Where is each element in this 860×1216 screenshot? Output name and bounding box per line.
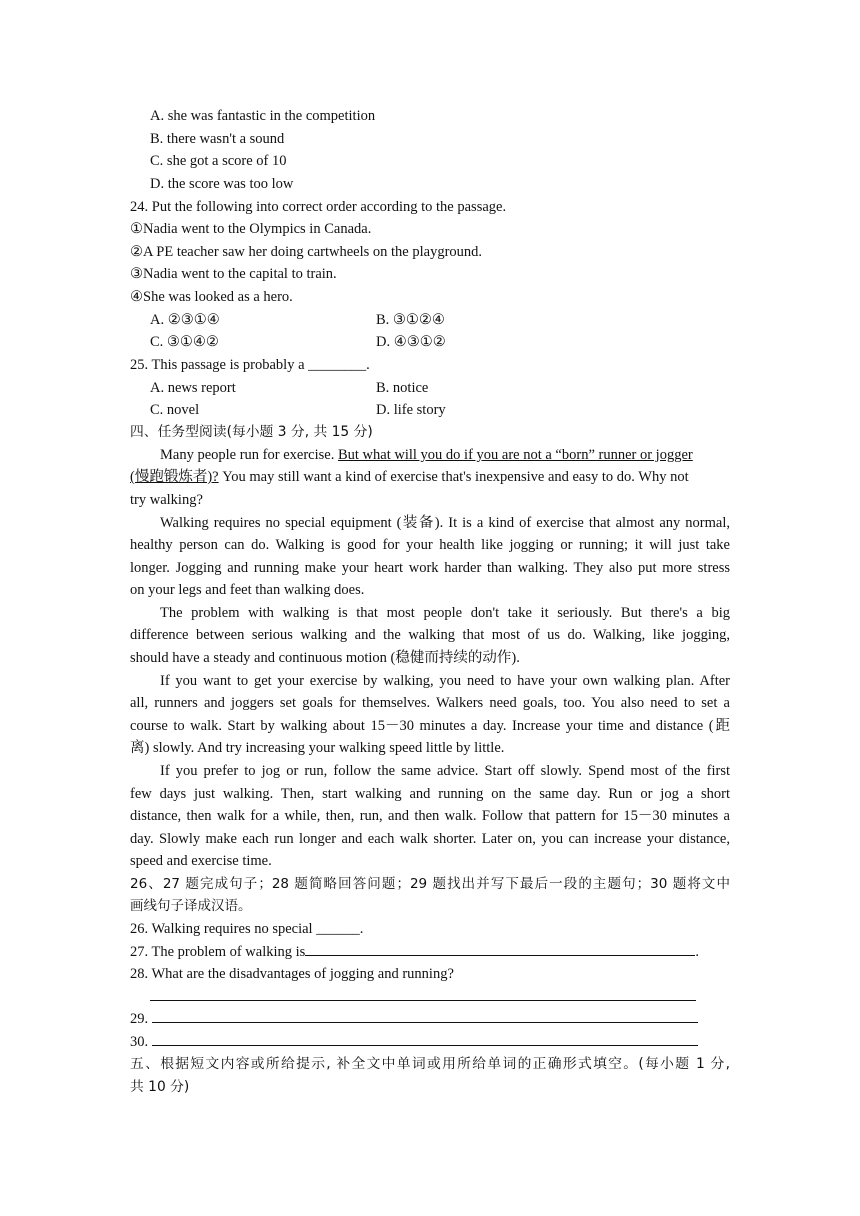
q24-option-d: D. ④③①② — [376, 334, 446, 350]
q29-answer-blank[interactable] — [152, 1008, 698, 1023]
underlined-sentence: But what will you do if you are not a “born” runner or jogger — [337, 447, 693, 463]
q24-item-3: ③Nadia went to the capital to train. — [130, 266, 337, 282]
section5-title-line2: 共 10 分) — [130, 1079, 190, 1095]
q23-option-c: C. she got a score of 10 — [150, 153, 287, 169]
passage-p1-line3: try walking? — [130, 492, 203, 508]
passage-p5-line3: distance, then walk for a while, then, run, and then walk. Follow that pattern for 15－30 minutes a — [130, 808, 730, 824]
p1-rest: You may still want a kind of exercise that's inexpensive and easy to do. Why not — [218, 469, 689, 485]
passage-p3-line3: should have a steady and continuous motion (稳健而持续的动作). — [130, 650, 520, 666]
passage-p1-line2 — [130, 466, 689, 489]
passage-p5-line2: few days just walking. Then, start walking and running on the same day. Run or jog a short — [130, 786, 730, 802]
q25-option-d: D. life story — [376, 402, 446, 418]
q25-stem: 25. This passage is probably a ________. — [130, 357, 370, 373]
task-instructions-line2: 画线句子译成汉语。 — [130, 898, 252, 914]
q26: 26. Walking requires no special ______. — [130, 921, 364, 937]
passage-p5-line5: speed and exercise time. — [130, 853, 272, 869]
q27-answer-blank[interactable] — [305, 941, 695, 956]
passage-p2-line3: longer. Jogging and running make your heart work harder than walking. They also put more stress — [130, 560, 730, 576]
q29-prefix: 29. — [130, 1011, 149, 1027]
passage-p5-line1: If you prefer to jog or run, follow the same advice. Start off slowly. Spend most of the first — [160, 763, 730, 779]
q28: 28. What are the disadvantages of jogging and running? — [130, 966, 454, 982]
q30-answer-blank[interactable] — [152, 1031, 698, 1046]
task-instructions-line1: 26、27 题完成句子；28 题简略回答问题；29 题找出并写下最后一段的主题句；30 题将文中 — [130, 876, 730, 892]
q27 — [130, 941, 699, 964]
q24-item-4: ④She was looked as a hero. — [130, 289, 293, 305]
q23-option-d: D. the score was too low — [150, 176, 294, 192]
q24-options-row-1 — [150, 309, 220, 332]
q28-answer-row — [130, 986, 696, 1009]
q23-option-a: A. she was fantastic in the competition — [150, 108, 376, 124]
q24-stem: 24. Put the following into correct order according to the passage. — [130, 199, 507, 215]
q23-option-b: B. there wasn't a sound — [150, 131, 285, 147]
q24-item-1: ①Nadia went to the Olympics in Canada. — [130, 221, 372, 237]
q27-suffix: . — [695, 944, 699, 960]
passage-p2-line1: Walking requires no special equipment (装备). It is a kind of exercise that almost any normal, — [160, 515, 730, 531]
passage-p2-line4: on your legs and feet than walking does. — [130, 582, 365, 598]
passage-p1-line1 — [160, 444, 693, 467]
q27-prefix: 27. The problem of walking is — [130, 944, 306, 960]
passage-p4-line4: 离) slowly. And try increasing your walking speed little by little. — [130, 740, 505, 756]
passage-p4-line3: course to walk. Start by walking about 15－30 minutes a day. Increase your time and distance (距 — [130, 718, 730, 734]
q24-option-b: B. ③①②④ — [376, 312, 445, 328]
q29 — [130, 1008, 698, 1031]
section4-title: 四、任务型阅读(每小题 3 分, 共 15 分) — [130, 424, 373, 440]
q30-prefix: 30. — [130, 1034, 149, 1050]
q24-option-a: A. ②③①④ — [150, 312, 220, 328]
passage-p5-line4: day. Slowly make each run longer and each walk shorter. Later on, you can increase your distance, — [130, 831, 730, 847]
q28-answer-blank[interactable] — [150, 986, 696, 1001]
q25-option-c: C. novel — [150, 402, 200, 418]
passage-p3-line2: difference between serious walking and the walking that most of us do. Walking, like jogging, — [130, 627, 730, 643]
passage-p2-line2: healthy person can do. Walking is good for your health like jogging or running; it will just take — [130, 537, 730, 553]
q30 — [130, 1031, 698, 1054]
passage-p4-line2: all, runners and joggers set goals for themselves. Walkers need goals, too. You also need to set a — [130, 695, 730, 711]
passage-p3-line1: The problem with walking is that most people don't take it seriously. But there's a big — [160, 605, 730, 621]
q25-option-b: B. notice — [376, 380, 429, 396]
q24-option-c: C. ③①④② — [150, 334, 219, 350]
q24-item-2: ②A PE teacher saw her doing cartwheels on the playground. — [130, 244, 483, 260]
p1-text: Many people run for exercise. — [160, 447, 338, 463]
passage-p4-line1: If you want to get your exercise by walking, you need to have your own walking plan. After — [160, 673, 730, 689]
underlined-sentence-end: (慢跑锻炼者)? — [130, 469, 219, 485]
section5-title-line1: 五、根据短文内容或所给提示, 补全文中单词或用所给单词的正确形式填空。(每小题 1 分, — [130, 1056, 730, 1072]
q25-option-a: A. news report — [150, 380, 236, 396]
